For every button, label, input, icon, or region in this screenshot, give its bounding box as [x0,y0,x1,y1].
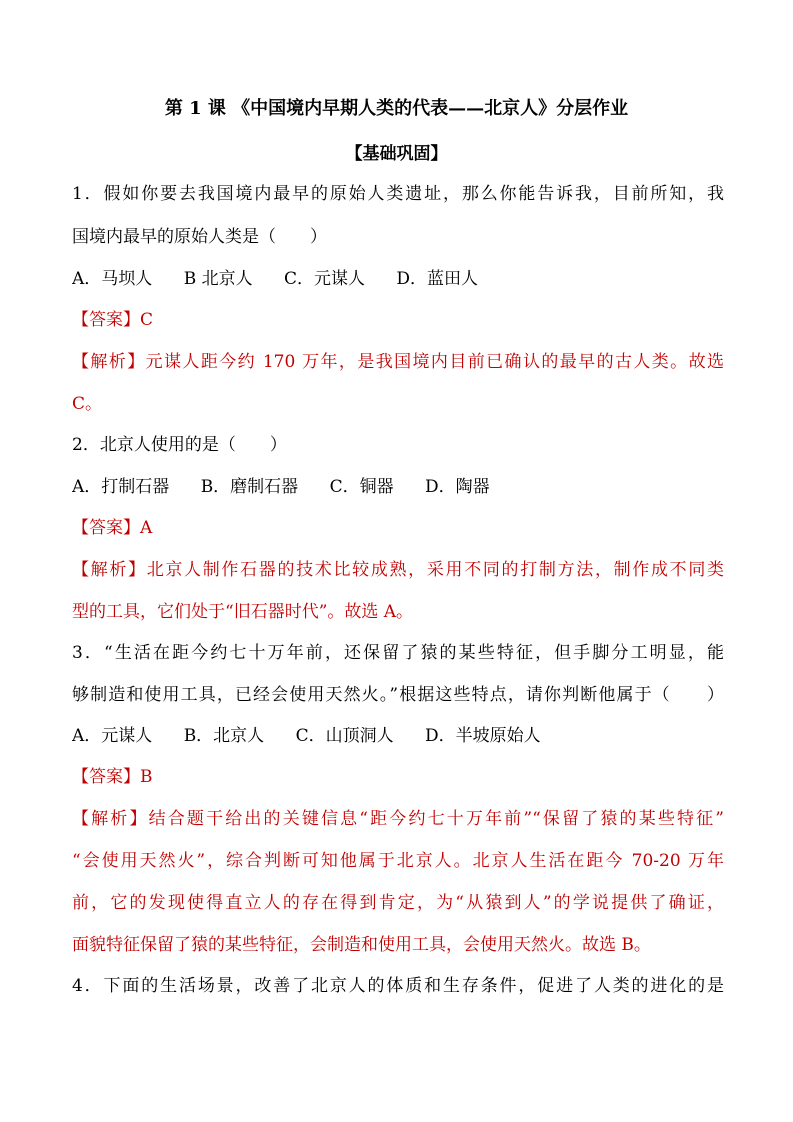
question-3-answer: 【答案】B [72,767,153,787]
question-2-option-b: B．磨制石器 [200,477,299,497]
question-2-analysis-line-1: 【解析】北京人制作石器的技术比较成熟，采用不同的打制方法，制作成不同类 [72,560,724,580]
question-1-option-c: C．元谋人 [284,269,366,289]
question-3-stem-line-1: 3．“生活在距今约七十万年前，还保留了猿的某些特征，但手脚分工明显，能 [72,643,724,663]
question-1-option-d: D．蓝田人 [396,269,479,289]
question-1-stem-line-2: 国境内最早的原始人类是（ ） [72,227,327,247]
question-3-option-a: A．元谋人 [72,726,153,746]
question-3-analysis-line-3: 前，它的发现使得直立人的存在得到肯定，为“从猿到人”的学说提供了确证， [72,893,724,913]
question-2-analysis-line-2: 型的工具，它们处于“旧石器时代”。故选 A。 [72,602,414,622]
question-2-options [72,474,724,500]
question-2-option-d: D．陶器 [425,477,490,497]
question-1-stem-line-1: 1．假如你要去我国境内最早的原始人类遗址，那么你能告诉我，目前所知，我 [72,184,724,204]
question-2-option-a: A．打制石器 [72,477,170,497]
question-3-options [72,723,724,749]
question-3-analysis-line-4: 面貌特征保留了猿的某些特征，会制造和使用工具，会使用天然火。故选 B。 [72,935,651,955]
question-4-stem-line-1: 4．下面的生活场景，改善了北京人的体质和生存条件，促进了人类的进化的是 [72,976,724,996]
question-2-stem-line-1: 2．北京人使用的是（ ） [72,435,287,455]
question-3-stem-line-2: 够制造和使用工具，已经会使用天然火。”根据这些特点，请你判断他属于（ ） [72,685,724,705]
question-1-answer: 【答案】C [72,310,154,330]
question-1-analysis-line-1: 【解析】元谋人距今约 170 万年，是我国境内目前已确认的最早的古人类。故选 [72,352,724,372]
question-3-analysis-line-1: 【解析】结合题干给出的关键信息“距今约七十万年前”“保留了猿的某些特征” [72,809,724,829]
question-1-analysis-line-2: C。 [72,394,103,414]
question-2-option-c: C．铜器 [329,477,394,497]
question-3-analysis-line-2: “会使用天然火”，综合判断可知他属于北京人。北京人生活在距今 70-20 万年 [72,851,724,871]
question-2-answer: 【答案】A [72,518,153,538]
question-3-option-c: C．山顶洞人 [295,726,394,746]
question-1-option-a: A．马坝人 [72,269,153,289]
question-1-option-b: B 北京人 [183,269,253,289]
section-heading: 【基础巩固】 [345,144,448,164]
question-3-option-b: B．北京人 [183,726,265,746]
question-1-options [72,266,724,292]
question-3-option-d: D．半坡原始人 [425,726,541,746]
page-title: 第 1 课 《中国境内早期人类的代表——北京人》分层作业 [164,98,629,119]
